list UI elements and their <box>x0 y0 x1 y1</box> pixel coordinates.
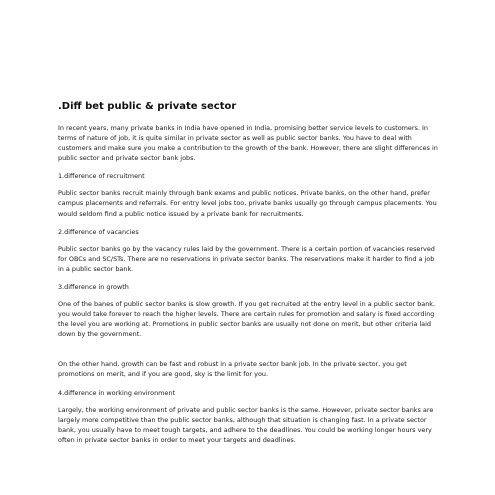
section-body-growth: One of the banes of public sector banks is slow growth. If you get recruited at the entry level in a public sector bank, you would take forever to reach the higher levels. There are certain rules for promotion and salary is fixed according the level you are working at. Promotions in public sector banks are usually not done on merit, but other criteria laid down by the government. <box>58 299 436 339</box>
section-body-working-environment: Largely, the working environment of private and public sector banks is the same. However, private sector banks are largely more competitive than the public sector banks, although that situation is changing fast. In a private sector bank, you usually have to meet tough targets, and adhere to the deadlines. You could be working longer hours very often in private sector banks in order to meet your targets and deadlines. <box>58 405 434 444</box>
document-title: .Diff bet public & private sector <box>58 101 237 112</box>
intro-paragraph: In recent years, many private banks in India have opened in India, promising better service levels to customers. In terms of nature of job, it is quite similar in private sector as well as public sector banks. You have to deal with customers and make sure you make a contribution to the growth of the bank. However, there are slight differences in public sector and private sector bank jobs. <box>58 124 438 163</box>
section-heading-working-environment: 4.difference in working environment <box>58 388 175 397</box>
section-heading-vacancies: 2.difference of vacancies <box>58 227 139 236</box>
section-body-growth-continued: On the other hand, growth can be fast and robust in a private sector bank job. In the private sector, you get promotions on merit, and if you are good, sky is the limit for you. <box>58 360 407 379</box>
document-page <box>58 100 442 445</box>
section-body-vacancies: Public sector banks go by the vacancy rules laid by the government. There is a certain portion of vacancies reserved for OBCs and SC/STs. There are no reservations in private sector banks. The reservations make it harder to find a job in a public sector bank. <box>58 244 435 273</box>
section-heading-growth: 3.difference in growth <box>58 282 129 291</box>
section-heading-recruitment: 1.difference of recruitment <box>58 172 145 181</box>
section-body-recruitment: Public sector banks recruit mainly through bank exams and public notices. Private banks, on the other hand, prefer campus placements and referrals. For entry level jobs too, private banks usually go through campus placements. You would seldom find a public notice issued by a private bank for recruitments. <box>58 189 437 218</box>
